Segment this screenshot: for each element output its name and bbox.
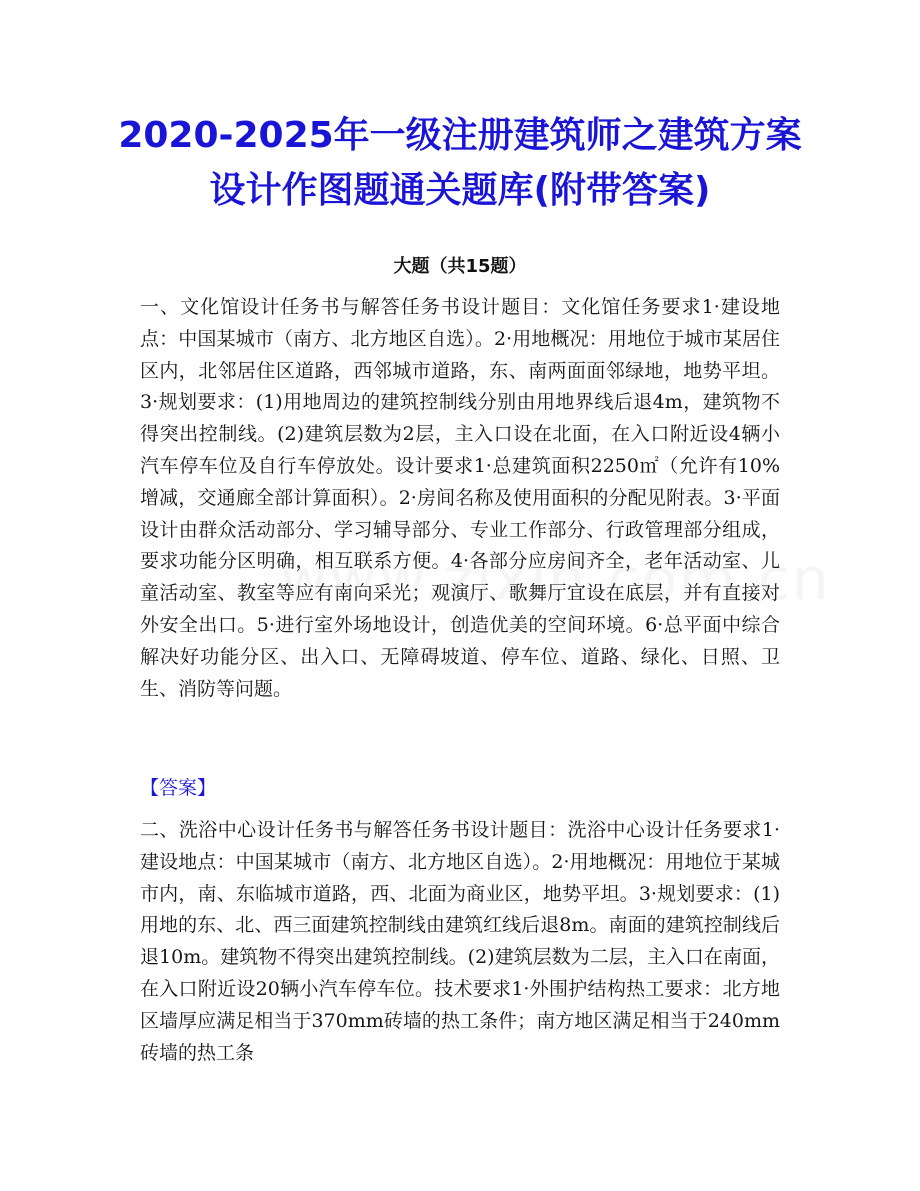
question-1-text: 一、文化馆设计任务书与解答任务书设计题目：文化馆任务要求1·建设地点：中国某城市（南方、北方地区自选）。2·用地概况：用地位于城市某居住区内，北邻居住区道路，西邻城市道路，东、南两面面邻绿地，地势平坦。3·规划要求：(1)用地周边的建筑控制线分别由用地界线后退4m，建筑物不得突出控制线。(2)建筑层数为2层，主入口设在北面，在入口附近设4辆小汽车停车位及自行车停放处。设计要求1·总建筑面积2250㎡（允许有10%增减，交通廊全部计算面积）。2·房间名称及使用面积的分配见附表。3·平面设计由群众活动部分、学习辅导部分、专业工作部分、行政管理部分组成，要求功能分区明确，相互联系方便。4·各部分应房间齐全，老年活动室、儿童活动室、教室等应有南向采光；观演厅、歌舞厅宜设在底层，并有直接对外安全出口。5·进行室外场地设计，创造优美的空间环境。6·总平面中综合解决好功能分区、出入口、无障碍坡道、停车位、道路、绿化、日照、卫生、消防等问题。 [140,296,780,700]
title-line-2: 设计作图题通关题库(附带答案) [209,170,711,211]
title-line-1: 2020-2025年一级注册建筑师之建筑方案 [118,115,802,156]
question-2-text: 二、洗浴中心设计任务书与解答任务书设计题目：洗浴中心设计任务要求1·建设地点：中国某城市（南方、北方地区自选）。2·用地概况：用地位于某城市内，南、东临城市道路，西、北面为商业区，地势平坦。3·规划要求：(1)用地的东、北、西三面建筑控制线由建筑红线后退8m。南面的建筑控制线后退10m。建筑物不得突出建筑控制线。(2)建筑层数为二层，主入口在南面，在入口附近设20辆小汽车停车位。技术要求1·外围护结构热工要求：北方地区墙厚应满足相当于370mm砖墙的热工条件；南方地区满足相当于240mm砖墙的热工条 [140,819,780,1064]
document-title [60,108,860,218]
answer-tag: 【答案】 [140,777,217,799]
section-heading: 大题（共15题） [393,256,527,277]
